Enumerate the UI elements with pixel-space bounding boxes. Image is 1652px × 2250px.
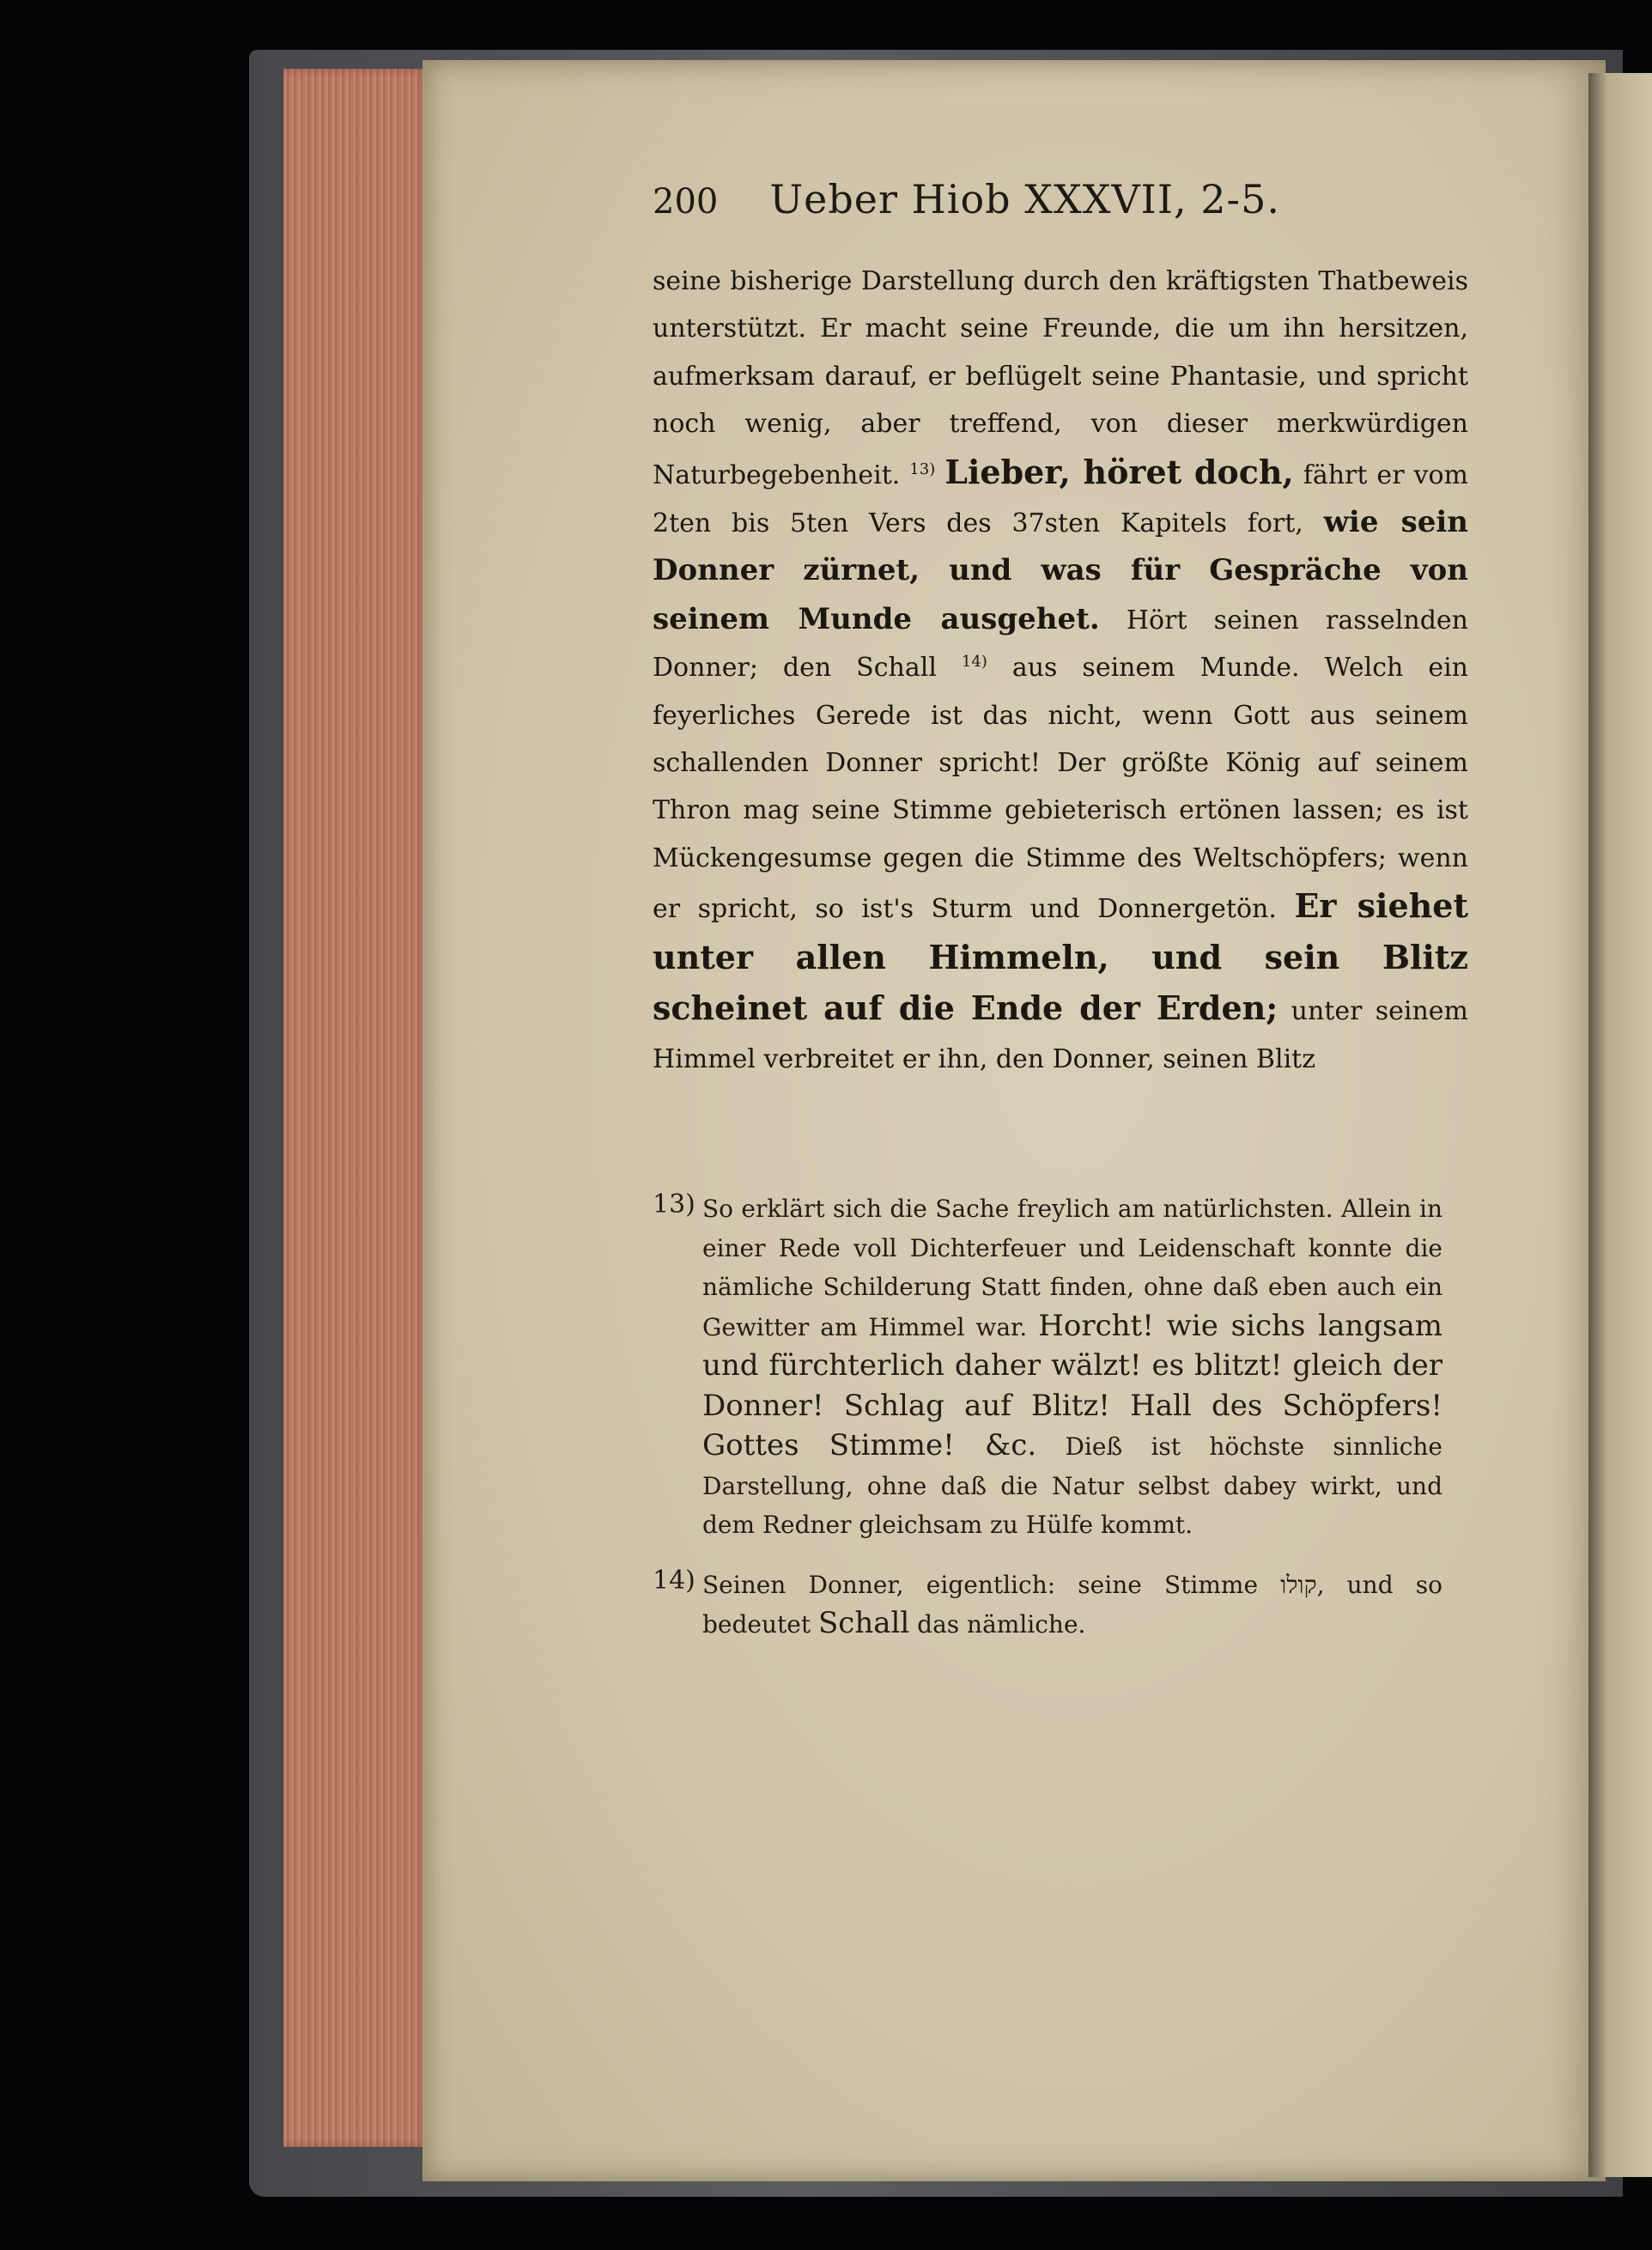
footnote-ref-14: 14): [961, 653, 987, 672]
footnote-text: [702, 1566, 1442, 1645]
emphasis-run: Schall: [818, 1606, 910, 1640]
text-run: Seinen Donner, eigentlich: seine Stimme קולו, und so bedeutet: [702, 1570, 1443, 1639]
text-run: So erklärt sich die Sache freylich am natürlichsten. Allein in einer Rede voll Dichterfeuer und Leidenschaft konnte die nämliche Schilderung Statt finden, ohne daß eben auch ein Gewitter am Himmel war.: [702, 1195, 1442, 1341]
main-paragraph: [653, 258, 1468, 1083]
footnote-number: 14): [653, 1565, 695, 1596]
text-run: das nämliche.: [917, 1610, 1086, 1639]
text-run: fährt er vom 2ten bis 5ten Vers des 37sten Kapitels fort,: [653, 459, 1468, 539]
text-run: Dieß ist höchste sinnliche Darstellung, ohne daß die Natur selbst dabey wirkt, und dem Redner gleichsam zu Hülfe kommt.: [702, 1432, 1443, 1539]
footnote-13: [653, 1189, 1442, 1545]
text-run: aus seinem Munde. Welch ein feyerliches Gerede ist das nicht, wenn Gott aus seinem schallenden Donner spricht! Der größte König auf seinem Thron mag seine Stimme gebieterisch ertönen lassen; es ist Mückengesumse gegen die Stimme des Weltschöpfers; wenn er spricht, so ist's Sturm und Donnergetön.: [653, 653, 1468, 925]
footnote-number: 13): [653, 1189, 695, 1219]
footnotes: [653, 1189, 1442, 1645]
page-edges: [283, 69, 429, 2147]
page-header: [653, 176, 1374, 236]
page-number: 200: [653, 182, 719, 222]
emphasis-run: Lieber, höret doch,: [944, 452, 1294, 491]
facing-page-edge: [1588, 73, 1652, 2177]
emphasis-run: Horcht! wie sichs langsam und fürchterlich daher wälzt! es blitzt! gleich der Donner! Schlag auf Blitz! Hall des Schöpfers! Gottes Stimme! &c.: [702, 1308, 1443, 1462]
footnote-14: [653, 1566, 1442, 1645]
emphasis-run: Er siehet unter allen Himmeln, und sein Blitz scheinet auf die Ende der Erden;: [653, 886, 1468, 1028]
text-run: Hört seinen rasselnden Donner; den Schall: [653, 605, 1468, 684]
emphasis-run: wie sein Donner zürnet, und was für Gespräche von seinem Munde ausgehet.: [653, 505, 1469, 636]
footnote-text: [702, 1189, 1442, 1545]
text-run: seine bisherige Darstellung durch den kräftigsten Thatbeweis unterstützt. Er macht seine Freunde, die um ihn hersitzen, aufmerksam darauf, er beflügelt seine Phantasie, und spricht noch wenig, aber treffend, von dieser merkwürdigen Naturbegebenheit.: [653, 266, 1468, 490]
text-run: unter seinem Himmel verbreitet er ihn, den Donner, seinen Blitz: [653, 996, 1468, 1074]
main-text: [653, 258, 1468, 1083]
footnote-ref-13: 13): [909, 459, 936, 478]
running-head: Ueber Hiob XXXVII, 2-5.: [769, 176, 1280, 222]
